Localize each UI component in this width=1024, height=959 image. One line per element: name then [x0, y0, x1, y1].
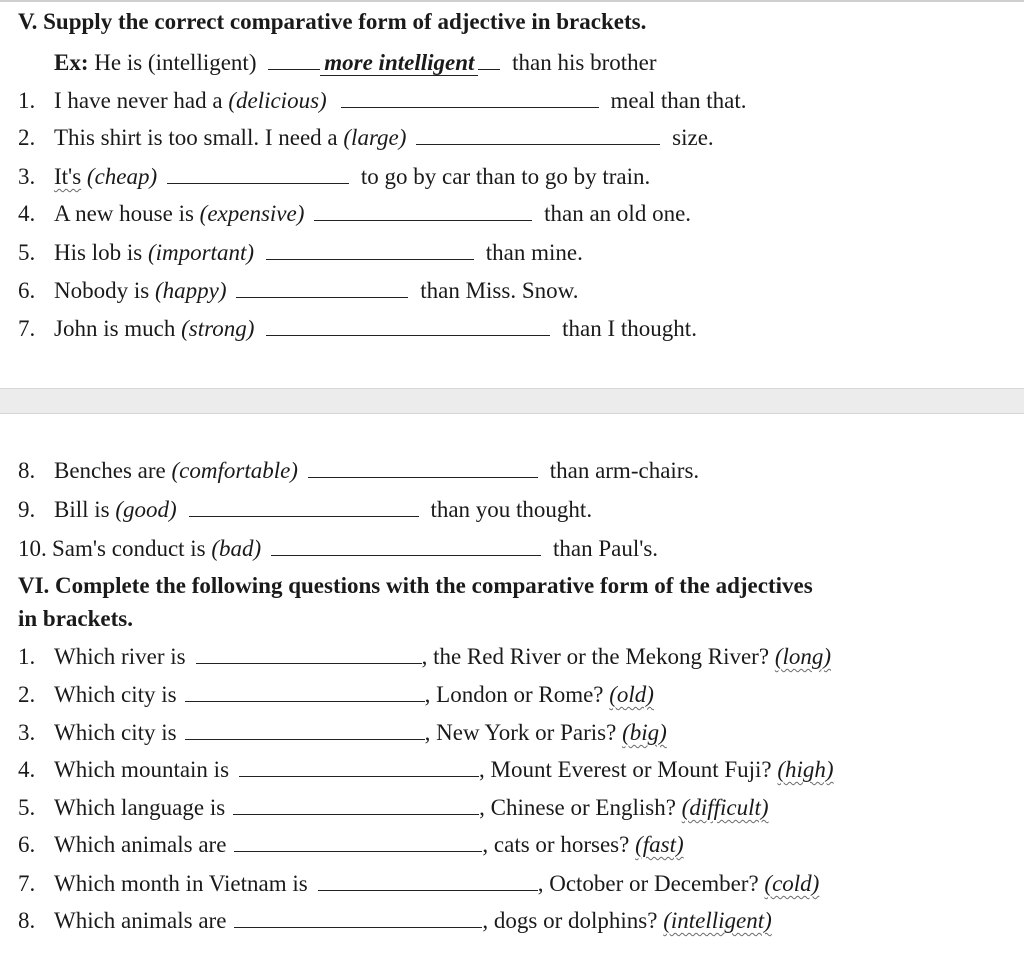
- item-adjective: (bad): [211, 536, 262, 561]
- item-vi-4: [18, 756, 834, 784]
- item-number: 10.: [18, 536, 47, 561]
- item-text: than arm-chairs.: [549, 458, 700, 483]
- item-text: than Miss. Snow.: [420, 278, 579, 303]
- item-vi-1: [18, 643, 831, 671]
- answer-blank[interactable]: [185, 719, 425, 740]
- item-number: 5.: [18, 240, 36, 265]
- item-text: This shirt is too small. I need a: [54, 125, 338, 150]
- answer-blank[interactable]: [234, 831, 482, 852]
- answer-blank[interactable]: [416, 124, 660, 145]
- item-text: than you thought.: [430, 497, 593, 522]
- item-adjective: (cold): [764, 871, 820, 896]
- item-adjective: (strong): [181, 316, 255, 341]
- item-text: meal than that.: [610, 88, 747, 113]
- example-after: than his brother: [512, 50, 657, 75]
- item-text: Which river is: [54, 644, 186, 669]
- item-number: 2.: [18, 125, 36, 150]
- answer-blank[interactable]: [271, 535, 541, 556]
- item-vi-8: [18, 907, 772, 935]
- answer-blank[interactable]: [234, 907, 482, 928]
- section-vi-title-line2: in brackets.: [18, 606, 133, 631]
- item-text: than I thought.: [562, 316, 697, 341]
- item-adjective: (delicious): [228, 88, 327, 113]
- example-before: He is (intelligent): [94, 50, 257, 75]
- example-answer-lead: [268, 49, 320, 70]
- answer-blank[interactable]: [236, 277, 408, 298]
- item-adjective: (expensive): [199, 201, 305, 226]
- item-text: Which city is: [54, 720, 177, 745]
- item-v-5: [18, 239, 583, 267]
- item-adjective: (big): [622, 720, 667, 745]
- item-text: Which animals are: [54, 832, 227, 857]
- answer-blank[interactable]: [308, 457, 538, 478]
- item-text: than an old one.: [544, 201, 692, 226]
- item-text: Which city is: [54, 682, 177, 707]
- item-vi-3: [18, 719, 667, 747]
- item-adjective: (difficult): [681, 795, 769, 820]
- answer-blank[interactable]: [167, 163, 349, 184]
- item-text: , October or December?: [537, 871, 759, 896]
- item-number: 8.: [18, 458, 36, 483]
- item-text: John is much: [54, 316, 176, 341]
- item-text: A new house is: [54, 201, 194, 226]
- item-number: 3.: [18, 720, 36, 745]
- item-vi-5: [18, 794, 769, 822]
- item-text: , London or Rome?: [424, 682, 604, 707]
- item-number: 1.: [18, 644, 36, 669]
- item-v-4: [18, 200, 691, 228]
- item-text: , the Red River or the Mekong River?: [421, 644, 770, 669]
- item-text: , Chinese or English?: [479, 795, 676, 820]
- section-v-title: V. Supply the correct comparative form of adjective in brackets.: [18, 9, 647, 34]
- item-vi-7: [18, 870, 819, 898]
- example-label: Ex:: [54, 50, 89, 75]
- page-break: [0, 388, 1024, 414]
- item-text: size.: [672, 125, 714, 150]
- item-text: , New York or Paris?: [424, 720, 617, 745]
- item-text: Benches are: [54, 458, 166, 483]
- item-number: 6.: [18, 278, 36, 303]
- example-line: [54, 49, 657, 77]
- item-v-2: [18, 124, 714, 152]
- answer-blank[interactable]: [189, 496, 419, 517]
- item-v-8: [18, 457, 699, 485]
- answer-blank[interactable]: [266, 239, 474, 260]
- item-number: 4.: [18, 201, 36, 226]
- answer-blank[interactable]: [239, 756, 479, 777]
- item-number: 4.: [18, 757, 36, 782]
- item-number: 9.: [18, 497, 36, 522]
- item-text: , cats or horses?: [482, 832, 630, 857]
- item-number: 5.: [18, 795, 36, 820]
- item-text: It's: [54, 164, 82, 189]
- item-number: 3.: [18, 164, 36, 189]
- item-number: 1.: [18, 88, 36, 113]
- item-v-7: [18, 315, 697, 343]
- item-adjective: (intelligent): [663, 908, 772, 933]
- item-v-6: [18, 277, 578, 305]
- item-number: 7.: [18, 316, 36, 341]
- example-answer[interactable]: more intelligent: [320, 50, 478, 76]
- item-text: Which mountain is: [54, 757, 230, 782]
- item-text: Nobody is: [54, 278, 150, 303]
- item-number: 7.: [18, 871, 36, 896]
- section-vi-title-line1: VI. Complete the following questions with the comparative form of the adjectives: [18, 573, 813, 598]
- item-text: Sam's conduct is: [52, 536, 206, 561]
- item-v-10: [18, 535, 658, 563]
- item-adjective: (large): [343, 125, 407, 150]
- item-adjective: (long): [774, 644, 832, 669]
- item-text: Bill is: [54, 497, 110, 522]
- item-text: Which language is: [54, 795, 226, 820]
- item-text: , Mount Everest or Mount Fuji?: [479, 757, 772, 782]
- item-adjective: (good): [115, 497, 177, 522]
- item-number: 2.: [18, 682, 36, 707]
- item-vi-6: [18, 831, 684, 859]
- item-text: I have never had a: [54, 88, 223, 113]
- example-answer-tail: [478, 49, 500, 70]
- item-v-3: [18, 163, 650, 191]
- item-adjective: (cheap): [86, 164, 158, 189]
- item-text: than mine.: [485, 240, 583, 265]
- item-adjective: (old): [609, 682, 654, 707]
- item-adjective: (happy): [154, 278, 227, 303]
- item-adjective: (fast): [635, 832, 684, 857]
- item-adjective: (important): [147, 240, 254, 265]
- answer-blank[interactable]: [341, 87, 599, 108]
- item-adjective: (high): [777, 757, 834, 782]
- item-adjective: (comfortable): [171, 458, 298, 483]
- answer-blank[interactable]: [185, 681, 425, 702]
- item-number: 6.: [18, 832, 36, 857]
- item-number: 8.: [18, 908, 36, 933]
- item-v-1: [18, 87, 746, 115]
- answer-blank[interactable]: [318, 870, 538, 891]
- answer-blank[interactable]: [266, 315, 550, 336]
- answer-blank[interactable]: [314, 200, 532, 221]
- item-text: Which animals are: [54, 908, 227, 933]
- answer-blank[interactable]: [233, 794, 479, 815]
- item-v-9: [18, 496, 592, 524]
- answer-blank[interactable]: [196, 643, 422, 664]
- item-text: than Paul's.: [552, 536, 659, 561]
- item-text: His lob is: [54, 240, 143, 265]
- item-text: , dogs or dolphins?: [482, 908, 658, 933]
- item-text: Which month in Vietnam is: [54, 871, 308, 896]
- item-text: to go by car than to go by train.: [360, 164, 651, 189]
- item-vi-2: [18, 681, 654, 709]
